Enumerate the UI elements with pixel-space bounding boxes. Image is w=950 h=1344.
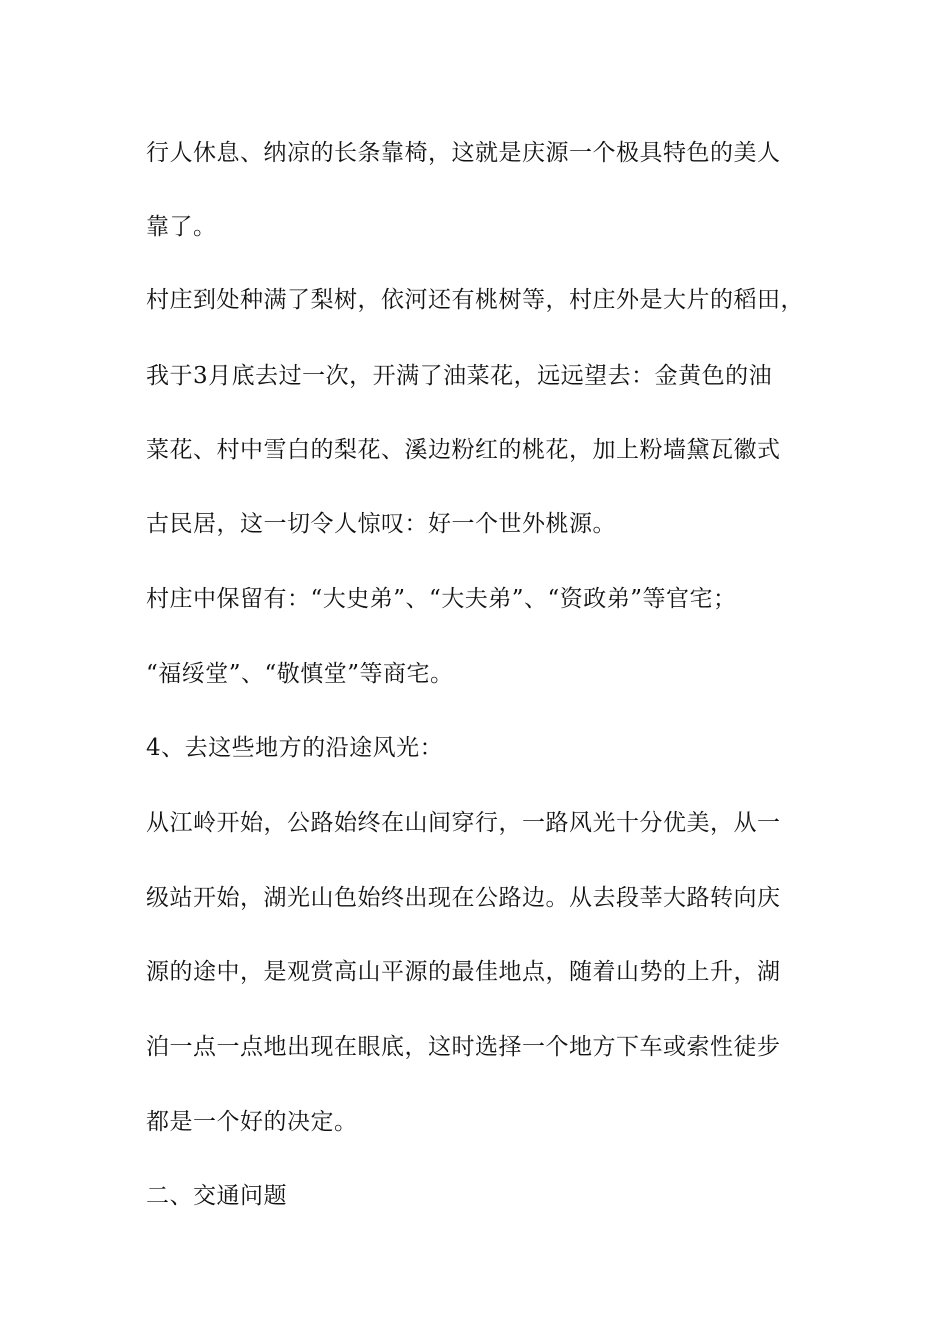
text-line: 行人休息、纳凉的长条靠椅，这就是庆源一个极具特色的美人 xyxy=(146,140,781,166)
text-line: 从江岭开始，公路始终在山间穿行，一路风光十分优美，从一 xyxy=(146,810,781,836)
text-line: “福绥堂”、“敬慎堂”等商宅。 xyxy=(146,661,454,687)
text-line: 我于3月底去过一次，开满了油菜花，远远望去：金黄色的油 xyxy=(146,363,773,389)
text-line: 泊一点一点地出现在眼底，这时选择一个地方下车或索性徒步 xyxy=(146,1034,781,1060)
section-heading: 二、交通问题 xyxy=(146,1183,287,1209)
section-heading: 4、去这些地方的沿途风光： xyxy=(146,735,444,761)
text-line: 级站开始，湖光山色始终出现在公路边。从去段莘大路转向庆 xyxy=(146,885,781,911)
text-line: 村庄中保留有：“大史弟”、“大夫弟”、“资政弟”等官宅； xyxy=(146,586,737,612)
text-line: 村庄到处种满了梨树，依河还有桃树等，村庄外是大片的稻田， xyxy=(146,287,804,313)
text-line: 古民居，这一切令人惊叹：好一个世外桃源。 xyxy=(146,511,616,537)
text-line: 菜花、村中雪白的梨花、溪边粉红的桃花，加上粉墙黛瓦徽式 xyxy=(146,437,781,463)
text-line: 都是一个好的决定。 xyxy=(146,1109,358,1135)
text-line: 靠了。 xyxy=(146,214,217,240)
text-line: 源的途中，是观赏高山平源的最佳地点，随着山势的上升，湖 xyxy=(146,959,781,985)
